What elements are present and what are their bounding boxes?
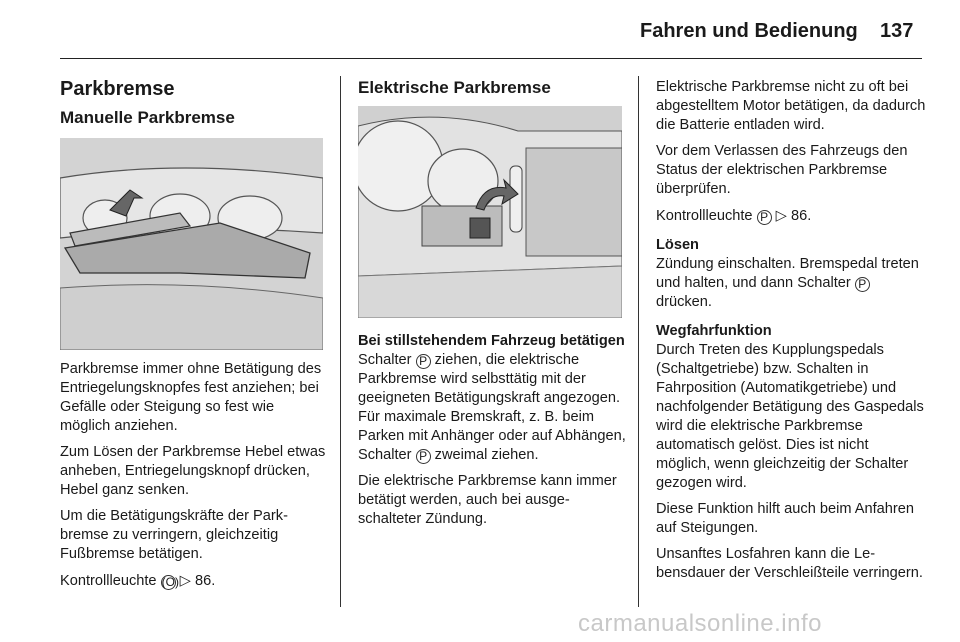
- col3-indicator-line: Kontrollleuchte P ▷ 86.: [656, 207, 812, 224]
- column-divider-2: [638, 76, 639, 607]
- col3-paragraph-2: Vor dem Verlassen des Fahrzeugs den Status der elektrischen Parkbremse überprüfen.: [656, 143, 908, 197]
- electric-paragraph-1: Schalter P ziehen, die elektrische Parkbremse wird selbsttätig mit der geeigneten Betätigungskraft angezogen. Für maximale Bremskraft, z. B. beim Parken mit Anhänger oder auf Abhängen, Schalter P zweimal ziehen.: [358, 352, 626, 463]
- wegfahr-heading: Wegfahrfunktion: [656, 323, 772, 339]
- header-rule: [60, 58, 922, 59]
- loesen-heading: Lösen: [656, 237, 699, 253]
- col3-paragraph-1: Elektrische Parkbremse nicht zu oft bei abgestelltem Motor betätigen, da dadurch die Batterie entladen wird.: [656, 79, 926, 133]
- manual-indicator-line: Kontrollleuchte (O) ▷ 86.: [60, 572, 216, 589]
- subsection-title-electric: Elektrische Parkbremse: [358, 78, 551, 97]
- manual-paragraph-3: Um die Betätigungskräfte der Parkbremse zu verringern, gleichzeitig Fußbremse betätigen.: [60, 508, 288, 562]
- subsection-title-manual: Manuelle Parkbremse: [60, 108, 235, 127]
- watermark: carmanualsonline.info: [578, 610, 822, 637]
- manual-paragraph-2: Zum Lösen der Parkbremse Hebel etwas anheben, Entriegelungsknopf drücken, Hebel ganz senken.: [60, 444, 326, 498]
- section-title: Parkbremse: [60, 78, 175, 100]
- page-number: 137: [880, 20, 914, 42]
- electric-brake-switch-illustration: [358, 106, 622, 318]
- brake-warning-indicator-icon: (O): [161, 575, 179, 589]
- wegfahr-paragraph-3: Unsanftes Losfahren kann die Lebensdauer der Verschleißteile verringern.: [656, 546, 923, 581]
- triangle-right-icon: ▷: [179, 572, 191, 589]
- electric-paragraph-2: Die elektrische Parkbremse kann immer betätigt werden, auch bei ausgeschalteter Zündung.: [358, 473, 617, 527]
- stationary-heading: Bei stillstehendem Fahrzeug betätigen: [358, 333, 625, 349]
- parking-brake-switch-icon: P: [416, 449, 431, 464]
- manual-paragraph-1: Parkbremse immer ohne Betätigung des Entriegelungsknopfes fest anziehen; bei Gefälle oder Steigung so fest wie möglich anziehen.: [60, 361, 322, 434]
- loesen-paragraph: Zündung einschalten. Bremspedal treten und halten, und dann Schalter P drücken.: [656, 256, 919, 310]
- triangle-right-icon: ▷: [775, 207, 787, 224]
- manual-handbrake-illustration: [60, 138, 323, 350]
- wegfahr-paragraph-2: Diese Funktion hilft auch beim Anfahren auf Steigungen.: [656, 501, 914, 536]
- parking-brake-switch-icon: P: [855, 277, 870, 292]
- parking-brake-switch-icon: P: [416, 354, 431, 369]
- wegfahr-paragraph-1: Durch Treten des Kupplungspedals (Schaltgetriebe) bzw. Schalten in Fahrposition (Automatikgetriebe) und nachfolgender Betätigung des Gaspedals wird die elektrische Parkbremse automatisch gelöst. Dies ist nicht möglich, wenn gleichzeitig der Schalter gezogen wird.: [656, 342, 924, 491]
- header-title: Fahren und Bedienung: [640, 20, 858, 42]
- column-divider-1: [340, 76, 341, 607]
- parking-brake-indicator-icon: P: [757, 210, 772, 225]
